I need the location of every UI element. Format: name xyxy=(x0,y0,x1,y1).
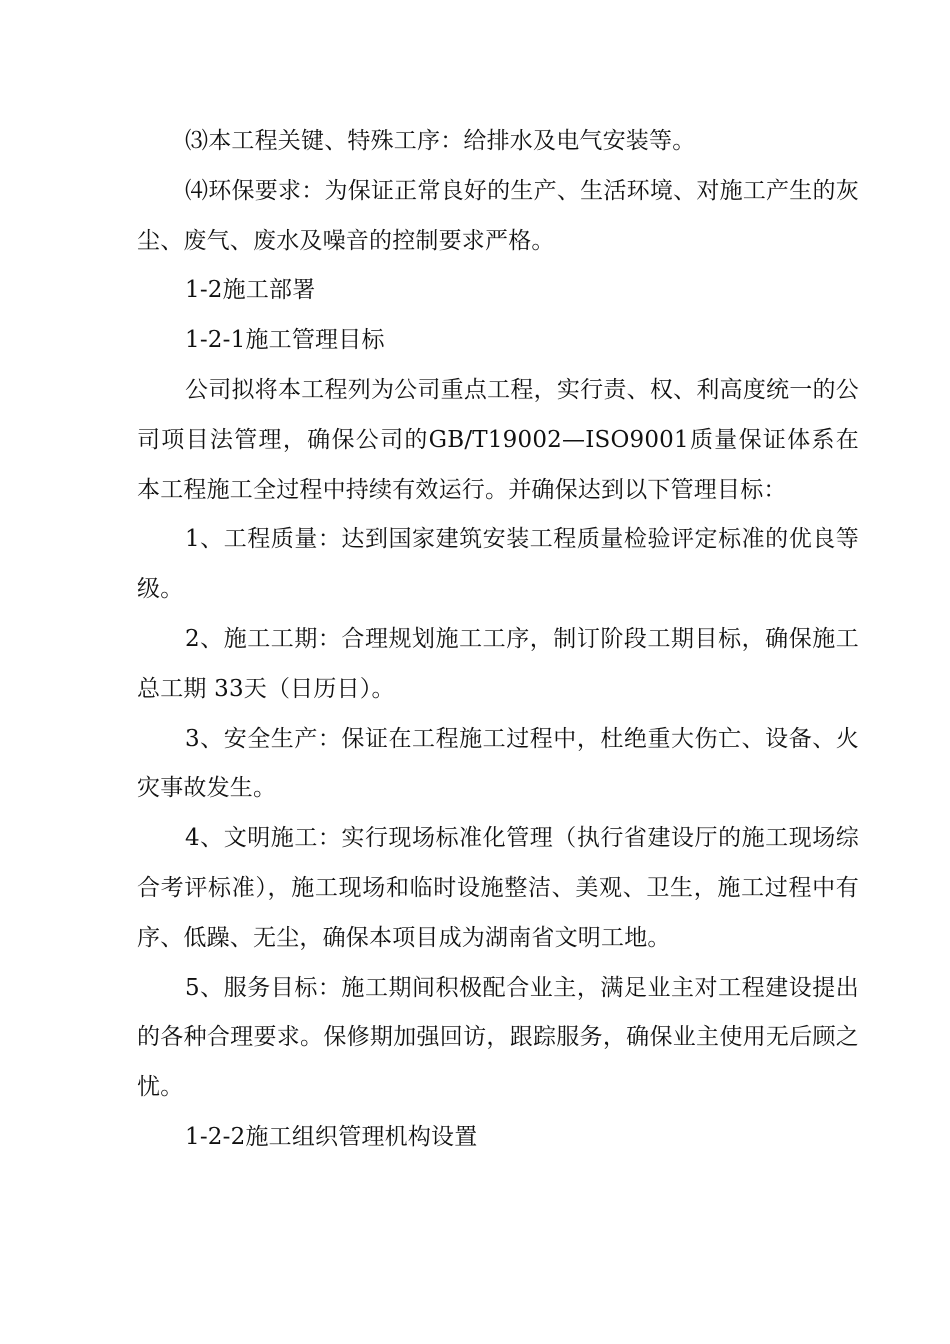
paragraph-goal-civilized-construction: 4、文明施工：实行现场标准化管理（执行省建设厅的施工现场综合考评标准），施工现场和临时设施整洁、美观、卫生，施工过程中有序、低躁、无尘，确保本项目成为湖南省文明工地。 xyxy=(137,825,859,951)
paragraph-key-processes: ⑶本工程关键、特殊工序：给排水及电气安装等。 xyxy=(185,128,696,154)
paragraph-goal-quality: 1、工程质量：达到国家建筑安装工程质量检验评定标准的优良等级。 xyxy=(137,526,859,603)
section-heading-construction-deployment: 1-2施工部署 xyxy=(185,277,316,304)
subsection-heading-organization-setup: 1-2-2施工组织管理机构设置 xyxy=(185,1123,478,1150)
document-body xyxy=(137,117,859,1163)
paragraph-environmental-requirements: ⑷环保要求：为保证正常良好的生产、生活环境、对施工产生的灰尘、废气、废水及噪音的控制要求严格。 xyxy=(137,177,859,254)
subsection-heading-management-goals: 1-2-1施工管理目标 xyxy=(185,327,385,354)
paragraph-company-plan: 公司拟将本工程列为公司重点工程，实行责、权、利高度统一的公司项目法管理，确保公司的GB/T19002—ISO9001质量保证体系在本工程施工全过程中持续有效运行。并确保达到以下管理目标： xyxy=(137,376,859,503)
paragraph-goal-safety: 3、安全生产：保证在工程施工过程中，杜绝重大伤亡、设备、火灾事故发生。 xyxy=(137,725,859,802)
paragraph-goal-schedule: 2、施工工期：合理规划施工工序，制订阶段工期目标，确保施工总工期 33天（日历日）。 xyxy=(137,625,859,702)
paragraph-goal-service: 5、服务目标：施工期间积极配合业主，满足业主对工程建设提出的各种合理要求。保修期加强回访，跟踪服务，确保业主使用无后顾之忧。 xyxy=(137,974,859,1101)
